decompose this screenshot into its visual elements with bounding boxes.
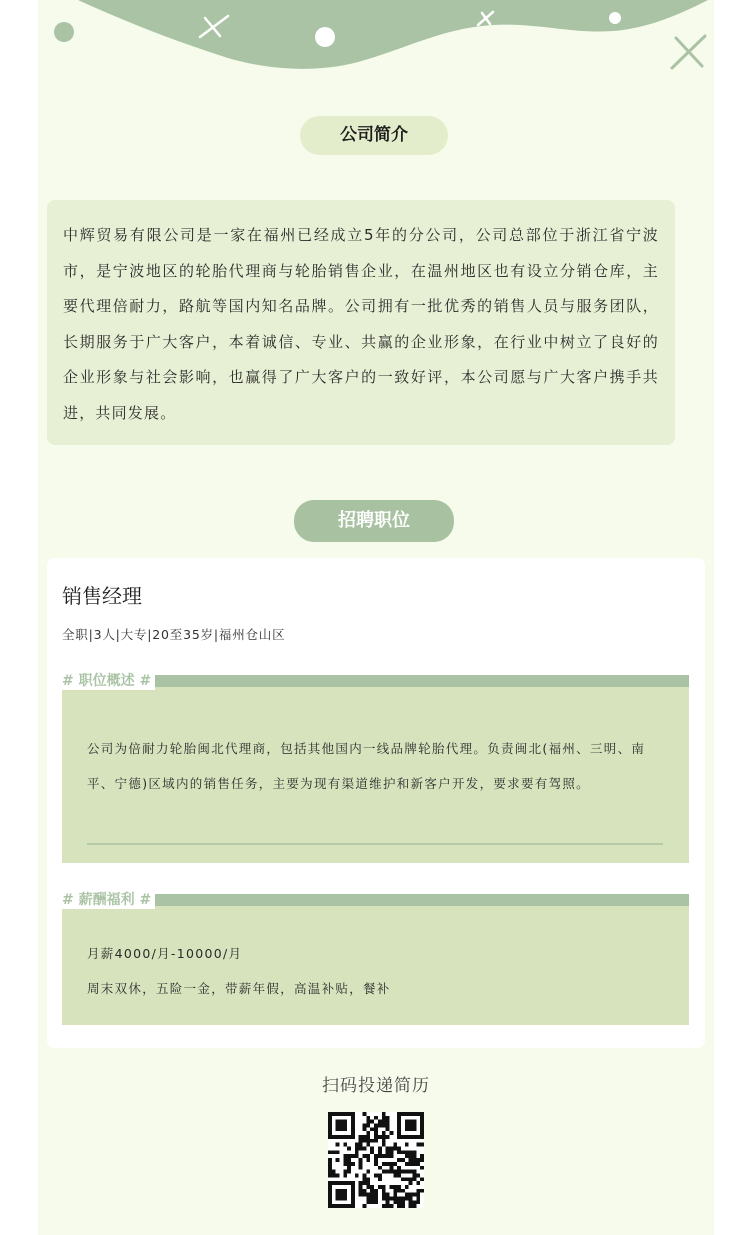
header-wave-decoration <box>38 0 714 90</box>
divider <box>87 843 663 845</box>
qr-code-icon[interactable] <box>328 1112 424 1208</box>
job-title: 销售经理 <box>62 584 142 608</box>
intro-heading: 公司简介 <box>300 116 448 155</box>
job-meta: 全职|3人|大专|20至35岁|福州仓山区 <box>62 627 286 642</box>
benefits-section-label: # 薪酬福利 # <box>62 891 155 909</box>
benefits-section <box>62 906 689 1025</box>
description-section <box>62 687 689 863</box>
description-section-bar <box>62 675 689 687</box>
perks-text: 周末双休，五险一金，带薪年假，高温补贴，餐补 <box>87 981 391 996</box>
salary-text: 月薪4000/月-10000/月 <box>87 946 243 961</box>
recruitment-page <box>38 0 714 1235</box>
company-intro-text: 中辉贸易有限公司是一家在福州已经成立5年的分公司，公司总部位于浙江省宁波市，是宁波地区的轮胎代理商与轮胎销售企业，在温州地区也有设立分销仓库，主要代理倍耐力，路航等国内知名品牌。公司拥有一批优秀的销售人员与服务团队，长期服务于广大客户，本着诚信、专业、共赢的企业形象，在行业中树立了良好的企业形象与社会影响，也赢得了广大客户的一致好评，本公司愿与广大客户携手共进，共同发展。 <box>47 200 675 445</box>
description-section-label: # 职位概述 # <box>62 672 155 690</box>
circle-decoration <box>54 22 74 42</box>
job-card <box>47 558 705 1048</box>
benefits-section-bar <box>62 894 689 906</box>
job-description-text: 公司为倍耐力轮胎闽北代理商，包括其他国内一线品牌轮胎代理。负责闽北(福州、三明、南平、宁德)区域内的销售任务，主要为现有渠道维护和新客户开发，要求要有驾照。 <box>87 741 646 791</box>
jobs-heading: 招聘职位 <box>294 500 454 542</box>
apply-instruction: 扫码投递简历 <box>322 1076 430 1096</box>
